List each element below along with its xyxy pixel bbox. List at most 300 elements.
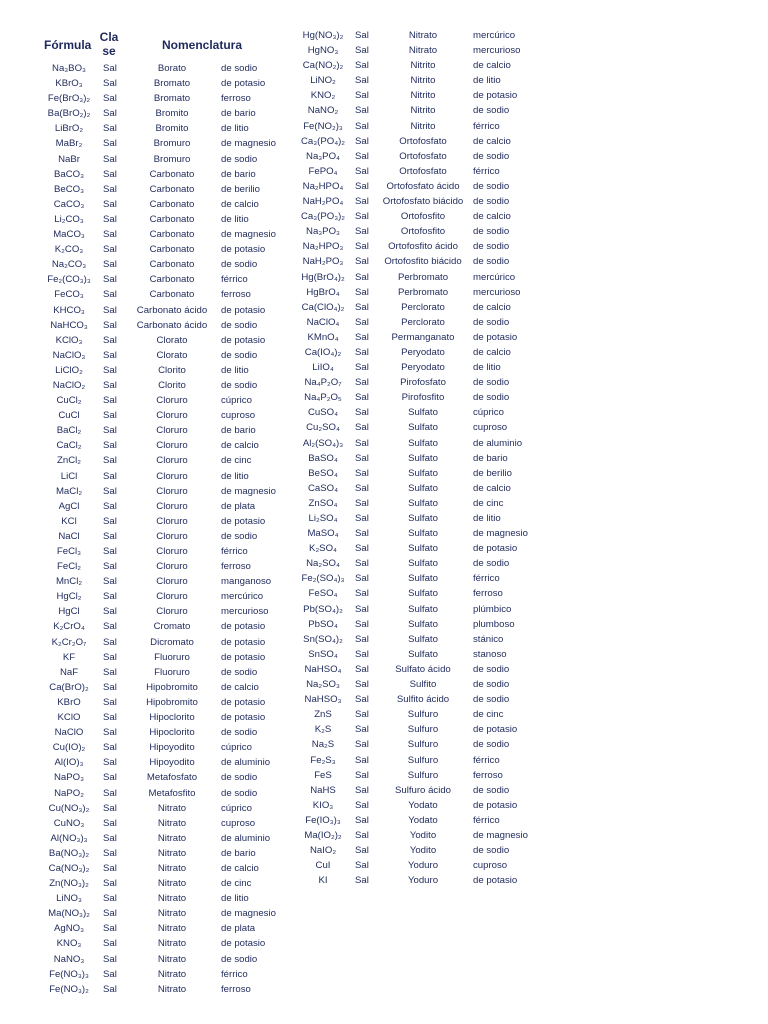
formula-cell: Hg(NO₃)₂ xyxy=(302,30,344,41)
formula-cell: BaCO₃ xyxy=(53,168,85,180)
suffix-cell: de magnesio xyxy=(221,908,276,920)
clase-cell: Sal xyxy=(103,561,117,573)
clase-cell: Sal xyxy=(103,651,117,663)
clase-cell: Sal xyxy=(103,455,117,467)
formula-cell: HgCl₂ xyxy=(56,591,82,603)
nomenclatura-cell: Nitrito xyxy=(410,60,436,72)
formula-cell: Na₂SO₃ xyxy=(306,679,340,691)
nomenclatura-cell: Sulfato xyxy=(408,528,438,540)
formula-cell: Al₂(SO₄)₃ xyxy=(302,437,344,449)
clase-cell: Sal xyxy=(355,513,369,524)
formula-cell: NaClO₄ xyxy=(306,316,340,328)
nomenclatura-cell: Cloruro xyxy=(156,530,188,542)
clase-cell: Sal xyxy=(355,30,369,41)
suffix-cell: de potasio xyxy=(221,651,266,663)
formula-cell: K₂CrO₄ xyxy=(53,621,85,633)
clase-cell: Sal xyxy=(103,636,117,648)
formula-cell: LiNO₂ xyxy=(310,75,336,87)
suffix-cell: de cinc xyxy=(221,455,252,467)
clase-cell: Sal xyxy=(355,286,369,298)
suffix-cell: de plata xyxy=(221,500,256,512)
suffix-cell: mercúrico xyxy=(473,271,516,283)
formula-cell: Na₂HPO₃ xyxy=(302,241,344,253)
suffix-cell: férrico xyxy=(221,546,248,557)
nomenclatura-cell: Carbonato xyxy=(149,229,195,241)
clase-cell: Sal xyxy=(355,135,369,147)
nomenclatura-cell: Carbonato xyxy=(149,168,195,180)
clase-cell: Sal xyxy=(355,452,369,464)
suffix-cell: de magnesio xyxy=(473,829,528,841)
clase-cell: Sal xyxy=(103,274,117,286)
nomenclatura-cell: Ortofosfato xyxy=(399,165,447,177)
clase-cell: Sal xyxy=(103,229,117,241)
suffix-cell: de bario xyxy=(221,108,256,120)
nomenclatura-cell: Clorito xyxy=(158,364,186,376)
formula-cell: Ca(BrO)₂ xyxy=(49,681,89,693)
suffix-cell: de sodio xyxy=(473,679,510,691)
clase-cell: Sal xyxy=(355,648,369,660)
clase-cell: Sal xyxy=(103,395,117,407)
suffix-cell: cuproso xyxy=(221,410,256,422)
nomenclatura-cell: Clorito xyxy=(158,379,186,391)
formula-cell: CuI xyxy=(315,860,331,872)
clase-cell: Sal xyxy=(103,621,117,633)
clase-cell: Sal xyxy=(103,923,117,935)
suffix-cell: ferroso xyxy=(473,588,503,600)
suffix-cell: de litio xyxy=(221,213,249,225)
nomenclatura-cell: Nitrito xyxy=(410,120,436,132)
suffix-cell: ferroso xyxy=(221,983,251,995)
header-clase xyxy=(96,30,122,58)
nomenclatura-cell: Nitrato xyxy=(157,817,187,829)
suffix-cell: de bario xyxy=(473,452,508,464)
nomenclatura-cell: Cloruro xyxy=(156,440,188,452)
clase-cell: Sal xyxy=(103,153,117,165)
formula-cell: Ma(NO₃)₂ xyxy=(48,908,90,920)
suffix-cell: de calcio xyxy=(473,301,511,313)
nomenclatura-cell: Ortofosfito xyxy=(400,226,446,238)
suffix-cell: de sodio xyxy=(473,558,510,570)
nomenclatura-cell: Sulfato xyxy=(408,633,438,645)
suffix-cell: de magnesio xyxy=(221,485,276,497)
suffix-cell: de potasio xyxy=(221,696,266,708)
nomenclatura-cell: Perclorato xyxy=(401,316,445,328)
formula-cell: CaCO₃ xyxy=(53,198,85,210)
formula-cell: Na₄P₂O₇ xyxy=(304,377,342,389)
nomenclatura-cell: Carbonato xyxy=(149,198,195,210)
nomenclatura-cell: Carbonato xyxy=(149,213,195,225)
suffix-cell: de aluminio xyxy=(473,437,523,449)
formula-cell: MaCO₃ xyxy=(53,229,85,241)
nomenclatura-cell: Sulfato xyxy=(408,618,438,630)
clase-cell: Sal xyxy=(355,377,369,389)
nomenclatura-cell: Nitrato xyxy=(157,923,187,935)
suffix-cell: de sodio xyxy=(473,784,510,796)
formula-cell: Hg(BrO₄)₂ xyxy=(301,271,345,283)
clase-cell: Sal xyxy=(103,425,117,437)
formula-cell: NaNO₂ xyxy=(307,105,339,117)
clase-cell: Sal xyxy=(103,787,117,799)
suffix-cell: de sodio xyxy=(221,63,258,74)
formula-cell: FeSO₄ xyxy=(308,588,338,600)
clase-cell: Sal xyxy=(103,591,117,603)
nomenclatura-cell: Nitrito xyxy=(410,90,436,102)
nomenclatura-cell: Sulfuro xyxy=(407,769,439,781)
nomenclatura-cell: Nitrato xyxy=(408,45,438,57)
clase-cell: Sal xyxy=(355,558,369,570)
suffix-cell: stanoso xyxy=(473,648,507,660)
nomenclatura-cell: Peryodato xyxy=(401,346,445,358)
nomenclatura-cell: Hipoclorito xyxy=(149,727,195,739)
clase-cell: Sal xyxy=(103,832,117,844)
clase-cell: Sal xyxy=(355,633,369,645)
formula-cell: Na₃BO₃ xyxy=(52,63,86,74)
clase-cell: Sal xyxy=(103,364,117,376)
suffix-cell: de cinc xyxy=(473,497,504,509)
suffix-cell: de litio xyxy=(473,513,501,524)
nomenclatura-cell: Bromato xyxy=(153,93,191,105)
clase-cell: Sal xyxy=(355,256,369,268)
clase-cell: Sal xyxy=(103,847,117,859)
formula-cell: Na₂SO₄ xyxy=(306,558,340,570)
suffix-cell: cúprico xyxy=(473,407,504,419)
suffix-cell: de sodio xyxy=(221,153,258,165)
nomenclatura-cell: Hipoyodito xyxy=(149,757,195,769)
formula-cell: NaHS xyxy=(310,784,336,796)
nomenclatura-cell: Cloruro xyxy=(156,515,188,527)
formula-cell: NaClO xyxy=(54,727,84,739)
formula-cell: ZnSO₄ xyxy=(308,497,338,509)
clase-cell: Sal xyxy=(355,875,369,887)
formula-cell: HgNO₃ xyxy=(307,45,339,57)
nomenclatura-cell: Fluoruro xyxy=(154,666,190,678)
clase-cell: Sal xyxy=(355,784,369,796)
clase-cell: Sal xyxy=(103,500,117,512)
clase-cell: Sal xyxy=(355,482,369,494)
formula-cell: NaHSO₄ xyxy=(304,663,342,675)
formula-cell: NaBr xyxy=(58,153,80,165)
suffix-cell: cúprico xyxy=(221,395,252,407)
suffix-cell: cuproso xyxy=(473,860,508,872)
nomenclatura-cell: Ortofosfato xyxy=(399,150,447,162)
suffix-cell: de berilio xyxy=(221,183,260,195)
clase-cell: Sal xyxy=(103,772,117,784)
nomenclatura-cell: Sulfuro xyxy=(407,709,439,721)
formula-cell: Fe(NO₂)₃ xyxy=(303,120,343,132)
nomenclatura-cell: Sulfato xyxy=(408,452,438,464)
clase-cell: Sal xyxy=(103,878,117,890)
suffix-cell: de cinc xyxy=(473,709,504,721)
nomenclatura-cell: Sulfuro xyxy=(407,739,439,751)
clase-cell: Sal xyxy=(103,485,117,497)
formula-cell: MnCl₂ xyxy=(55,576,83,588)
suffix-cell: de potasio xyxy=(221,334,266,346)
formula-cell: KHCO₃ xyxy=(53,304,85,316)
formula-cell: Cu(NO₃)₂ xyxy=(48,802,90,814)
nomenclatura-cell: Carbonato xyxy=(149,259,195,271)
clase-cell: Sal xyxy=(103,440,117,452)
suffix-cell: de sodio xyxy=(473,316,510,328)
formula-cell: LiNO₃ xyxy=(56,893,82,905)
suffix-cell: de potasio xyxy=(473,543,518,555)
suffix-cell: de potasio xyxy=(473,799,518,811)
formula-cell: Ba(NO₃)₂ xyxy=(48,847,90,859)
clase-cell: Sal xyxy=(355,860,369,872)
suffix-cell: de sodio xyxy=(221,666,258,678)
suffix-cell: de potasio xyxy=(221,938,266,950)
suffix-cell: de bario xyxy=(221,847,256,859)
clase-cell: Sal xyxy=(355,150,369,162)
suffix-cell: de calcio xyxy=(221,681,259,693)
clase-cell: Sal xyxy=(103,546,117,557)
nomenclatura-cell: Peryodato xyxy=(401,362,445,374)
formula-cell: KBrO₃ xyxy=(55,78,83,90)
clase-cell: Sal xyxy=(103,108,117,120)
nomenclatura-cell: Dicromato xyxy=(150,636,194,648)
formula-cell: Na₃PO₃ xyxy=(306,226,340,238)
formula-cell: HgBrO₄ xyxy=(306,286,340,298)
suffix-cell: ferroso xyxy=(221,561,251,573)
clase-cell: Sal xyxy=(103,742,117,754)
suffix-cell: de sodio xyxy=(473,150,510,162)
clase-cell: Sal xyxy=(355,528,369,540)
suffix-cell: manganoso xyxy=(221,576,272,588)
clase-cell: Sal xyxy=(103,953,117,965)
formula-cell: NaClO₂ xyxy=(52,379,86,391)
formula-cell: KI xyxy=(318,875,328,887)
clase-cell: Sal xyxy=(355,362,369,374)
clase-cell: Sal xyxy=(103,712,117,724)
formula-cell: NaIO₂ xyxy=(309,845,337,857)
formula-cell: KClO xyxy=(57,712,81,724)
suffix-cell: de litio xyxy=(473,362,501,374)
formula-cell: Cu₂SO₄ xyxy=(306,422,340,434)
nomenclatura-cell: Bromuro xyxy=(153,153,191,165)
clase-cell: Sal xyxy=(103,802,117,814)
suffix-cell: de calcio xyxy=(473,346,511,358)
nomenclatura-cell: Ortofosfato ácido xyxy=(386,180,460,192)
clase-cell: Sal xyxy=(355,407,369,419)
clase-cell: Sal xyxy=(103,259,117,271)
formula-cell: Fe(BrO₃)₂ xyxy=(47,93,91,105)
nomenclatura-cell: Sulfato xyxy=(408,543,438,555)
nomenclatura-cell: Ortofosfato biácido xyxy=(382,196,464,208)
formula-cell: Al(IO)₃ xyxy=(54,757,84,769)
suffix-cell: de potasio xyxy=(221,712,266,724)
suffix-cell: de litio xyxy=(221,470,249,482)
formula-cell: BeSO₄ xyxy=(308,467,338,479)
suffix-cell: de sodio xyxy=(221,727,258,739)
nomenclatura-cell: Sulfato xyxy=(408,603,438,615)
formula-cell: BaCl₂ xyxy=(56,425,82,437)
formula-cell: K₂S xyxy=(314,724,332,736)
formula-cell: FePO₄ xyxy=(308,165,338,177)
clase-cell: Sal xyxy=(355,467,369,479)
formula-cell: BaSO₄ xyxy=(308,452,338,464)
formula-cell: ZnCl₂ xyxy=(57,455,81,467)
nomenclatura-cell: Nitrito xyxy=(410,75,436,87)
clase-cell: Sal xyxy=(103,63,117,74)
formula-cell: CaSO₄ xyxy=(307,482,339,494)
nomenclatura-cell: Yodito xyxy=(409,845,437,857)
clase-cell: Sal xyxy=(355,845,369,857)
clase-cell: Sal xyxy=(355,120,369,132)
formula-cell: FeCl₂ xyxy=(57,561,81,573)
suffix-cell: de sodio xyxy=(221,319,258,331)
suffix-cell: de sodio xyxy=(221,530,258,542)
nomenclatura-cell: Cloruro xyxy=(156,470,188,482)
suffix-cell: de bario xyxy=(221,425,256,437)
clase-cell: Sal xyxy=(103,78,117,90)
suffix-cell: mercúrico xyxy=(221,591,264,603)
formula-cell: Fe(IO₃)₃ xyxy=(305,814,341,826)
nomenclatura-cell: Cloruro xyxy=(156,546,188,557)
clase-cell: Sal xyxy=(355,301,369,313)
formula-cell: FeCl₃ xyxy=(56,546,82,557)
nomenclatura-cell: Sulfato xyxy=(408,573,438,585)
suffix-cell: férrico xyxy=(473,814,500,826)
suffix-cell: de potasio xyxy=(221,78,266,90)
suffix-cell: de sodio xyxy=(221,349,258,361)
nomenclatura-cell: Borato xyxy=(157,63,187,74)
clase-cell: Sal xyxy=(355,196,369,208)
suffix-cell: de potasio xyxy=(473,90,518,102)
clase-cell: Sal xyxy=(355,799,369,811)
formula-cell: MaCl₂ xyxy=(55,485,83,497)
clase-cell: Sal xyxy=(355,226,369,238)
formula-cell: Fe₂S₃ xyxy=(310,754,336,766)
suffix-cell: de aluminio xyxy=(221,832,271,844)
clase-cell: Sal xyxy=(355,346,369,358)
formula-cell: NaPO₂ xyxy=(54,787,84,799)
suffix-cell: stánico xyxy=(473,633,504,645)
clase-cell: Sal xyxy=(355,392,369,404)
nomenclatura-cell: Cloruro xyxy=(156,410,188,422)
nomenclatura-cell: Sulfato xyxy=(408,513,438,524)
formula-cell: Cu(IO)₂ xyxy=(52,742,86,754)
nomenclatura-cell: Sulfato xyxy=(408,482,438,494)
formula-cell: K₂Cr₂O₇ xyxy=(51,636,87,648)
nomenclatura-cell: Sulfato xyxy=(408,497,438,509)
nomenclatura-cell: Yodato xyxy=(408,814,438,826)
formula-cell: Sn(SO₄)₂ xyxy=(303,633,343,645)
formula-cell: FeCO₃ xyxy=(54,289,84,301)
nomenclatura-cell: Sulfato ácido xyxy=(395,663,451,675)
suffix-cell: de potasio xyxy=(221,515,266,527)
formula-cell: Li₂CO₃ xyxy=(54,213,84,225)
suffix-cell: plúmbico xyxy=(473,603,512,615)
formula-cell: SnSO₄ xyxy=(308,648,338,660)
suffix-cell: de sodio xyxy=(473,377,510,389)
formula-cell: CuCl₂ xyxy=(56,395,82,407)
nomenclatura-cell: Carbonato ácido xyxy=(136,319,208,331)
suffix-cell: de calcio xyxy=(221,862,259,874)
suffix-cell: de sodio xyxy=(473,196,510,208)
nomenclatura-cell: Sulfuro xyxy=(407,754,439,766)
suffix-cell: de litio xyxy=(221,893,249,905)
clase-cell: Sal xyxy=(355,618,369,630)
suffix-cell: de sodio xyxy=(221,772,258,784)
nomenclatura-cell: Yodato xyxy=(408,799,438,811)
formula-cell: Ca(NO₃)₂ xyxy=(48,862,90,874)
clase-cell: Sal xyxy=(103,727,117,739)
nomenclatura-cell: Ortofosfato xyxy=(399,135,447,147)
nomenclatura-cell: Sulfito ácido xyxy=(396,694,450,706)
clase-cell: Sal xyxy=(103,379,117,391)
clase-cell: Sal xyxy=(355,814,369,826)
clase-cell: Sal xyxy=(103,138,117,150)
clase-cell: Sal xyxy=(355,422,369,434)
suffix-cell: mercurioso xyxy=(473,45,521,57)
formula-cell: KNO₃ xyxy=(56,938,82,950)
nomenclatura-cell: Yoduro xyxy=(407,860,439,872)
clase-cell: Sal xyxy=(103,244,117,256)
nomenclatura-cell: Hipoclorito xyxy=(149,712,195,724)
formula-cell: KF xyxy=(62,651,76,663)
clase-cell: Sal xyxy=(103,410,117,422)
formula-cell: Al(NO₃)₃ xyxy=(50,832,88,844)
formula-cell: NaPO₃ xyxy=(53,772,85,784)
formula-cell: Na₂S xyxy=(311,739,335,751)
suffix-cell: de sodio xyxy=(473,663,510,675)
formula-cell: Ca₃(PO₄)₂ xyxy=(300,135,346,147)
suffix-cell: de calcio xyxy=(473,60,511,72)
formula-cell: BeCO₃ xyxy=(53,183,85,195)
nomenclatura-cell: Bromito xyxy=(155,108,189,120)
formula-cell: NaHCO₃ xyxy=(50,319,88,331)
clase-cell: Sal xyxy=(355,45,369,57)
suffix-cell: de plata xyxy=(221,923,256,935)
formula-cell: Ca(IO₄)₂ xyxy=(304,346,342,358)
suffix-cell: de bario xyxy=(221,168,256,180)
formula-cell: Ca(NO₂)₂ xyxy=(302,60,344,72)
clase-cell: Sal xyxy=(355,60,369,72)
nomenclatura-cell: Carbonato xyxy=(149,244,195,256)
formula-cell: FeS xyxy=(314,769,332,781)
nomenclatura-cell: Nitrato xyxy=(157,938,187,950)
formula-cell: Ba(BrO₂)₂ xyxy=(47,108,91,120)
clase-cell: Sal xyxy=(103,470,117,482)
header-clase-text: Cla se xyxy=(99,30,119,58)
nomenclatura-cell: Nitrato xyxy=(157,983,187,995)
formula-cell: Ca(ClO₄)₂ xyxy=(301,301,345,313)
clase-cell: Sal xyxy=(103,515,117,527)
suffix-cell: mercurioso xyxy=(473,286,521,298)
formula-cell: Na₂CO₃ xyxy=(51,259,87,271)
suffix-cell: de potasio xyxy=(221,636,266,648)
clase-cell: Sal xyxy=(103,817,117,829)
nomenclatura-cell: Sulfato xyxy=(408,467,438,479)
clase-cell: Sal xyxy=(103,198,117,210)
clase-cell: Sal xyxy=(355,165,369,177)
clase-cell: Sal xyxy=(355,105,369,117)
formula-cell: MaSO₄ xyxy=(307,528,339,540)
suffix-cell: de sodio xyxy=(221,953,258,965)
suffix-cell: de sodio xyxy=(473,694,510,706)
clase-cell: Sal xyxy=(103,983,117,995)
clase-cell: Sal xyxy=(103,168,117,180)
formula-cell: KClO₃ xyxy=(55,334,83,346)
formula-cell: Fe₂(SO₄)₃ xyxy=(301,573,345,585)
nomenclatura-cell: Cloruro xyxy=(156,500,188,512)
formula-cell: LiBrO₂ xyxy=(54,123,84,135)
header-nomenclatura: Nomenclatura xyxy=(162,38,243,52)
clase-cell: Sal xyxy=(355,663,369,675)
clase-cell: Sal xyxy=(355,211,369,223)
suffix-cell: de sodio xyxy=(221,787,258,799)
nomenclatura-cell: Metafosfito xyxy=(148,787,196,799)
clase-cell: Sal xyxy=(355,180,369,192)
